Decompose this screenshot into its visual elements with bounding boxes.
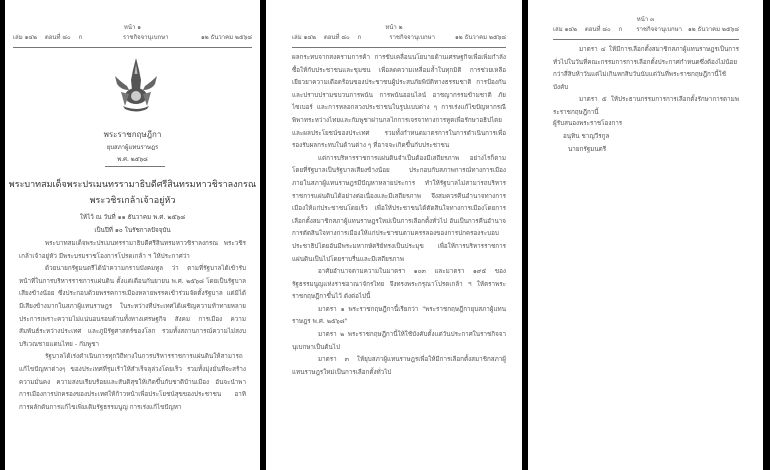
document-year: พ.ศ. ๒๕๖๘	[117, 156, 148, 163]
section: ก	[78, 34, 83, 41]
section: ก	[618, 26, 623, 33]
gazette-page-1	[5, 0, 260, 470]
gazette-header	[553, 24, 739, 40]
gazette-name: ราชกิจจานุเบกษา	[636, 26, 682, 33]
gazette-header	[13, 32, 252, 48]
document-name: ยุบสภาผู้แทนราษฎร	[106, 144, 159, 151]
page-number: หน้า ๒	[385, 24, 403, 31]
issue: ตอนที่ ๘๐	[584, 26, 611, 33]
section-5: มาตรา ๕ ให้ประธานกรรมการการเลือกตั้งรักษาการตามพระราชกฤษฎีกานี้	[553, 96, 739, 116]
page-number: หน้า ๑	[123, 24, 142, 31]
signer-title: นายกรัฐมนตรี	[568, 146, 607, 153]
paragraph: ด้วยนายกรัฐมนตรีได้นำความกราบบังคมทูล ว่า ตามที่รัฐบาลได้เข้ารับหน้าที่ในการบริหารราชการแผ่นดิน ตั้งแต่เดือนกันยายน พ.ศ. ๒๕๖๘ โดยเป็นรัฐบาลเสียงข้างน้อย ซึ่งประกอบด้วยพรรคการเมืองหลายพรรคเข้าร่วมจัดตั้งรัฐบาล แต่มิได้มีเสียงข้างมากในสภาผู้แทนราษฎร ในระหว่างที่ประเทศได้เผชิญความท้าทายหลายประการเพราะความไม่แน่นอนรอบด้านทั้งทางเศรษฐกิจ สังคม การเมือง ความสัมพันธ์ระหว่างประเทศ และภูมิรัฐศาสตร์ของโลก รวมทั้งสถานการณ์ความไม่สงบบริเวณชายแดนไทย - กัมพูชา	[19, 265, 246, 348]
body-text	[19, 238, 246, 414]
gazette-header	[292, 32, 506, 48]
issue: ตอนที่ ๘๐	[323, 34, 350, 41]
section-1: มาตรา ๑ พระราชกฤษฎีกานี้เรียกว่า "พระราชกฤษฎีกายุบสภาผู้แทนราษฎร พ.ศ. ๒๕๖๘"	[292, 305, 506, 326]
paragraph: พระบาทสมเด็จพระปรเมนทรรามาธิบดีศรีสินทรมหาวชิราลงกรณ พระวชิรเกล้าเจ้าอยู่หัว มีพระบรมราชโองการโปรดเกล้า ฯ ให้ประกาศว่า	[19, 240, 246, 260]
king-title-line2: พระวชิรเกล้าเจ้าอยู่หัว	[89, 196, 176, 206]
gazette-date: ๑๒ ธันวาคม ๒๕๖๘	[201, 34, 252, 41]
section-2: มาตรา ๒ พระราชกฤษฎีกานี้ให้ใช้บังคับตั้งแต่วันประกาศในราชกิจจานุเบกษาเป็นต้นไป	[292, 331, 506, 351]
gazette-page-3	[528, 0, 763, 470]
gazette-name: ราชกิจจานุเบกษา	[122, 34, 169, 41]
king-title-line1: พระบาทสมเด็จพระปรเมนทรรามาธิบดีศรีสินทรมหาวชิราลงกรณ	[8, 180, 257, 190]
gazette-name: ราชกิจจานุเบกษา	[389, 34, 435, 41]
gazette-page-2	[266, 0, 522, 470]
page-number: หน้า ๓	[636, 16, 655, 23]
royal-emblem-icon	[111, 56, 161, 112]
paragraph: รัฐบาลได้เร่งดำเนินการทุกวิถีทางในการบริหารราชการแผ่นดินให้สามารถแก้ไขปัญหาต่างๆ ของประเทศที่รุมเร้าให้สำเร็จลุล่วงโดยเร็ว รวมทั้งมุ่งมั่นที่จะสร้างความมั่นคง ความสงบเรียบร้อยและสันติสุขให้เกิดขึ้นกับชาติบ้านเมือง อันจะนำพาการเมืองการปกครองของประเทศให้ก้าวหน้าเพื่อประโยชน์สุขของประชาชน อาทิ การผลักดันการแก้ไขเพิ่มเติมรัฐธรรมนูญ การเร่งแก้ไขปัญหา	[19, 353, 246, 411]
countersign-label: ผู้รับสนองพระราชโองการ	[553, 120, 623, 127]
paragraph: ผลกระทบจากสงครามการค้า การขับเคลื่อนนโยบายด้านเศรษฐกิจเพื่อเพิ่มกำลังซื้อให้กับประชาชนและชุมชน เพื่อลดความเหลื่อมล้ำในทุกมิติ การช่วยเหลือเยียวยาความเดือดร้อนของประชาชนผู้ประสบภัยพิบัติทางธรรมชาติ การป้องกันและปราบปรามขบวนการพนัน การพนันออนไลน์ อาชญากรรมข้ามชาติ ภัยไซเบอร์ และการหลอกลวงประชาชนในรูปแบบต่าง ๆ การเร่งแก้ไขปัญหากรณีพิพาทระหว่างไทยและกัมพูชาผ่านกลไกการเจรจาทางการทูตเพื่อรักษาอธิปไตยและผลประโยชน์ของประเทศ รวมทั้งกำหนดมาตรการในการดำเนินการเพื่อรองรับผลกระทบในด้านต่าง ๆ ที่อาจจะเกิดขึ้นกับประชาชน	[292, 54, 506, 150]
paragraph: อาศัยอำนาจตามความในมาตรา ๑๐๓ และมาตรา ๑๙๕ ของรัฐธรรมนูญแห่งราชอาณาจักรไทย จึงทรงพระกรุณาโปรดเกล้า ฯ ให้ตราพระราชกฤษฎีกาขึ้นไว้ ดังต่อไปนี้	[292, 268, 506, 301]
document-type: พระราชกฤษฎีกา	[103, 130, 162, 139]
volume: เล่ม ๑๔๒	[292, 34, 316, 41]
given-date: ให้ไว้ ณ วันที่ ๑๑ ธันวาคม พ.ศ. ๒๕๖๘	[79, 214, 186, 221]
reign-year: เป็นปีที่ ๑๐ ในรัชกาลปัจจุบัน	[94, 227, 171, 234]
gazette-date: ๑๒ ธันวาคม ๒๕๖๘	[455, 34, 506, 41]
section-3: มาตรา ๓ ให้ยุบสภาผู้แทนราษฎรเพื่อให้มีการเลือกตั้งสมาชิกสภาผู้แทนราษฎรใหม่เป็นการเลือกตั้งทั่วไป	[292, 356, 506, 376]
section-4: มาตรา ๔ ให้มีการเลือกตั้งสมาชิกสภาผู้แทนราษฎรเป็นการทั่วไปในวันที่คณะกรรมการการเลือกตั้งประกาศกำหนดซึ่งต้องไม่น้อยกว่าสี่สิบห้าวันแต่ไม่เกินหกสิบวันนับแต่วันที่พระราชกฤษฎีกานี้ใช้บังคับ	[553, 46, 739, 91]
volume: เล่ม ๑๔๒	[13, 34, 37, 41]
body-text	[553, 44, 739, 120]
signer-name: อนุทิน ชาญวีรกูล	[563, 133, 610, 140]
gazette-date: ๑๒ ธันวาคม ๒๕๖๘	[688, 26, 739, 33]
section: ก	[357, 34, 362, 41]
paragraph: แต่การบริหารราชการแผ่นดินจำเป็นต้องมีเสถียรภาพ อย่างไรก็ตาม โดยที่รัฐบาลเป็นรัฐบาลเสียงข้างน้อย ประกอบกับสภาพการณ์ทางการเมืองภายในสภาผู้แทนราษฎรมีปัญหาหลายประการ ทำให้รัฐบาลไม่สามารถบริหารราชการแผ่นดินได้อย่างต่อเนื่องและมีเสถียรภาพ จึงสมควรคืนอำนาจทางการเมืองให้แก่ประชาชนโดยเร็ว เพื่อให้ประชาชนได้ตัดสินใจทางการเมืองโดยการเลือกตั้งสมาชิกสภาผู้แทนราษฎรใหม่เป็นการเลือกตั้งทั่วไป อันเป็นการคืนอำนาจการตัดสินใจทางการเมืองให้แก่ประชาชนตามครรลองของการปกครองระบอบประชาธิปไตยอันมีพระมหากษัตริย์ทรงเป็นประมุข เพื่อให้การบริหารราชการแผ่นดินเป็นไปโดยราบรื่นและมีเสถียรภาพ	[292, 154, 506, 263]
issue: ตอนที่ ๘๐	[44, 34, 71, 41]
volume: เล่ม ๑๔๒	[553, 26, 577, 33]
body-text	[292, 52, 506, 379]
divider	[105, 166, 165, 167]
